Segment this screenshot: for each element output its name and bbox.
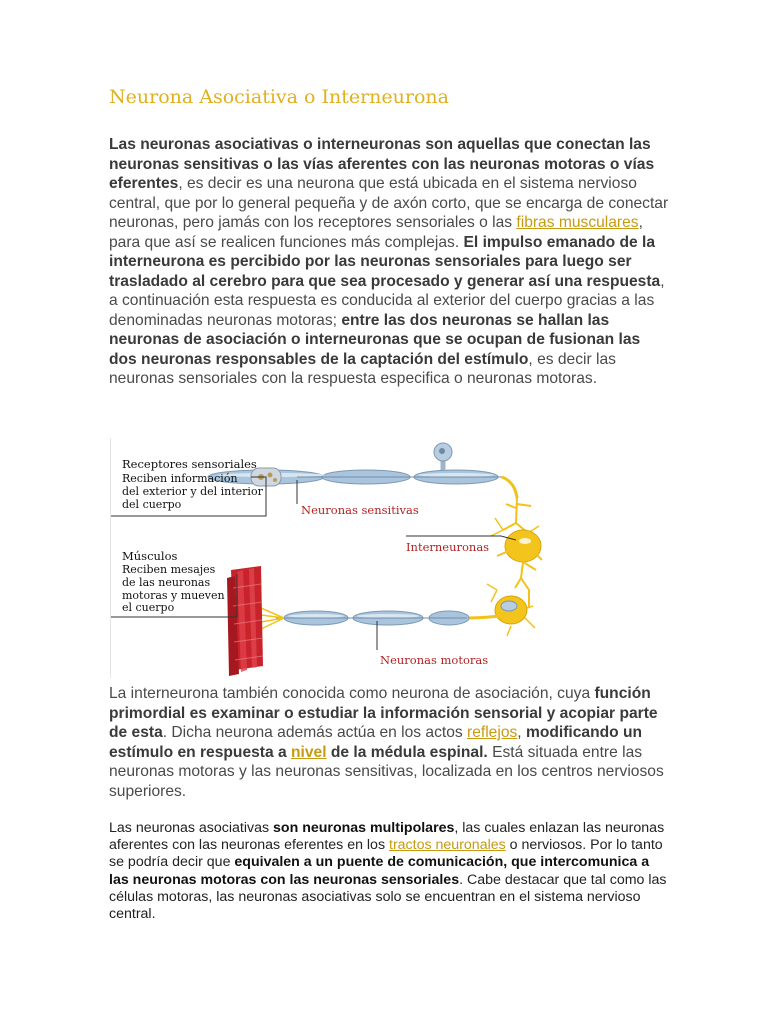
sensory-neuron-label: Neuronas sensitivas [301, 503, 419, 517]
body-text: , es decir es una neurona que está ubicada en el sistema nervioso central, que por lo general pequeña y de axón corto, que se encarga de conectar neuronas, pero jamás con los receptores sensoriales o las [109, 175, 669, 231]
bold-text: El impulso emanado de la interneurona es percibido por las neuronas sensoriales para luego ser trasladado al cerebro para que sea procesado y generar así una respuesta [109, 233, 661, 290]
muscles-title: Músculos [122, 549, 178, 563]
link-reflejos[interactable]: reflejos [467, 724, 518, 741]
muscles-line4: el cuerpo [122, 601, 175, 614]
interneuron-label: Interneuronas [406, 540, 490, 554]
motor-neuron-axon [261, 608, 469, 629]
body-text: . Dicha neurona además actúa en los actos [162, 724, 468, 741]
receptors-line2: del exterior y del interior [122, 485, 263, 498]
page-title: Neurona Asociativa o Interneurona [109, 86, 449, 108]
bold-text: modificando un estímulo en respuesta a [109, 724, 643, 761]
body-text: Las neuronas asociativas [109, 820, 274, 836]
bold-text: entre las dos neuronas se hallan las neuronas de asociación o interneuronas que se ocupan de fusionan las dos neuronas responsables de la captación del estímulo [109, 311, 641, 368]
receptors-title: Receptores sensoriales [122, 457, 257, 471]
body-text: . Cabe destacar que tal como las células motoras, las neuronas asociativas solo se encuentran en el sistema nervioso central. [109, 871, 667, 923]
bold-text: equivalen a un puente de comunicación, que intercomunica a las neuronas motoras con las neuronas sensoriales [109, 854, 650, 888]
body-text: Está situada entre las neuronas motoras y las neuronas sensitivas, localizada en los centros nerviosos superiores. [109, 743, 664, 800]
body-text: o nerviosos. Por lo tanto se podría decir que [109, 837, 663, 871]
paragraph-multipolar [109, 820, 669, 923]
interneuron-cell [491, 498, 542, 608]
body-text: La interneurona también conocida como neurona de asociación, cuya [109, 685, 595, 702]
body-text: , a continuación esta respuesta es conducida al exterior del cuerpo gracias a las denominadas neuronas motoras; [109, 272, 665, 329]
paragraph-intro [109, 135, 669, 389]
sensory-cell-body [434, 443, 452, 470]
bold-text: función primordial es examinar o estudiar la información sensorial y acopiar parte de esta [109, 685, 658, 741]
bold-text: son neuronas multipolares [273, 820, 455, 836]
link-tractos-neuronales[interactable]: tractos neuronales [389, 837, 506, 854]
neuron-diagram [110, 438, 543, 678]
muscles-line2: de las neuronas [122, 576, 211, 589]
muscles-line3: motoras y mueven [122, 589, 225, 602]
paragraph-function [109, 684, 669, 801]
muscles-line1: Reciben mesajes [122, 563, 216, 576]
sensory-terminal [502, 477, 517, 498]
muscle-fibers [227, 566, 263, 676]
link-nivel[interactable]: nivel [291, 743, 327, 761]
motor-cell-body [465, 584, 535, 636]
neuron-diagram-svg [111, 438, 543, 678]
body-text: , es decir las neuronas sensoriales con la respuesta especifica o neuronas motoras. [109, 350, 616, 387]
bold-text: de la médula espinal. [326, 743, 488, 761]
body-text: , las cuales enlazan las neuronas aferentes con las neuronas eferentes en los [109, 820, 665, 854]
receptors-line1: Reciben información [122, 472, 238, 485]
bold-text: Las neuronas asociativas o interneuronas son aquellas que conectan las neuronas sensitivas o las vías aferentes con las neuronas motoras o vías eferentes [109, 136, 655, 192]
link-fibras-musculares[interactable]: fibras musculares [516, 214, 639, 231]
receptors-line3: del cuerpo [122, 498, 182, 511]
body-text: , para que así se realicen funciones más complejas. [109, 214, 643, 251]
body-text: , [517, 724, 526, 741]
motor-neuron-label: Neuronas motoras [380, 653, 489, 667]
